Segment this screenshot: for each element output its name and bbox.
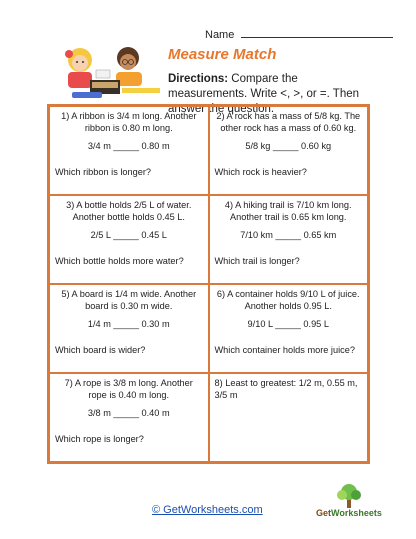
problem-text: 7) A rope is 3/8 m long. Another rope is 0.40 m long. [64,378,193,400]
comparison-line[interactable]: 2/5 L _____ 0.45 L [90,230,167,240]
worksheet-title: Measure Match [168,46,277,63]
problem-text: 8) Least to greatest: 1/2 m, 0.55 m, 3/5 m [214,378,358,400]
directions-text: Compare the measurements. Write <, >, or =. Then answer the question. [168,73,360,115]
name-label: Name [205,29,235,41]
problem-question: Which ribbon is longer? [55,167,152,177]
problem-question: Which container holds more juice? [214,345,355,355]
problem-cell [209,195,369,284]
problem-grid [47,104,370,464]
comparison-line[interactable]: 1/4 m _____ 0.30 m [87,319,170,329]
directions-label: Directions: [168,73,229,85]
problem-cell [49,284,209,373]
problem-question: Which trail is longer? [214,256,300,266]
problem-cell [209,373,369,462]
logo-text-worksheets: Worksheets [331,508,382,518]
problem-cell [209,106,369,195]
kids-illustration [52,40,164,104]
comparison-line[interactable]: 9/10 L _____ 0.95 L [247,319,329,329]
tree-logo-icon [314,482,384,526]
problem-text: 6) A container holds 9/10 L of juice. Another holds 0.95 L. [216,289,360,311]
problem-cell [49,106,209,195]
comparison-line[interactable]: 3/8 m _____ 0.40 m [87,408,170,418]
name-line[interactable] [241,26,393,38]
problem-cell [209,284,369,373]
logo-text-get: Get [316,508,332,518]
comparison-line[interactable]: 7/10 km _____ 0.65 km [240,230,337,240]
problem-question: Which board is wider? [55,345,146,355]
problem-question: Which rope is longer? [55,434,144,444]
problem-question: Which bottle holds more water? [55,256,184,266]
name-field [205,26,393,41]
comparison-line[interactable]: 3/4 m _____ 0.80 m [87,141,170,151]
site-link[interactable]: © GetWorksheets.com [152,504,263,516]
problem-question: Which rock is heavier? [214,167,307,177]
problem-cell [49,373,209,462]
problem-text: 3) A bottle holds 2/5 L of water. Another bottle holds 0.45 L. [66,200,192,222]
problem-text: 4) A hiking trail is 7/10 km long. Another trail is 0.65 km long. [224,200,352,222]
problem-text: 2) A rock has a mass of 5/8 kg. The other rock has a mass of 0.60 kg. [216,111,361,133]
comparison-line[interactable]: 5/8 kg _____ 0.60 kg [245,141,332,151]
problem-cell [49,195,209,284]
logo-text [316,508,382,518]
problem-text: 1) A ribbon is 3/4 m long. Another ribbon is 0.80 m long. [61,111,197,133]
problem-text: 5) A board is 1/4 m wide. Another board is 0.30 m wide. [61,289,197,311]
